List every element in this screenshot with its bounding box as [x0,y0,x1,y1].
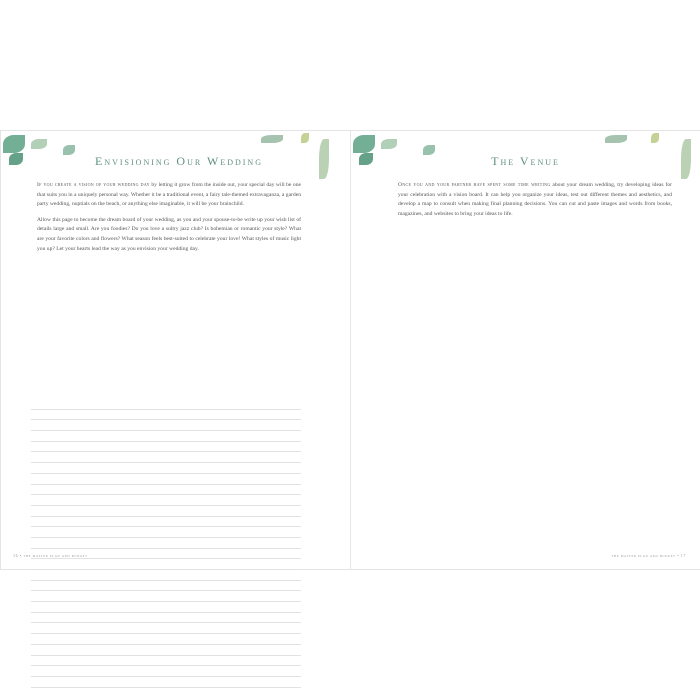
right-page [351,131,700,569]
writing-line [31,666,301,677]
writing-line [31,634,301,645]
page-title: Envisioning Our Wedding [95,154,263,168]
left-page [1,131,351,569]
writing-line [31,485,301,496]
writing-line [31,452,301,463]
writing-line [31,410,301,421]
writing-line [31,538,301,549]
writing-line [31,420,301,431]
page-title: The Venue [491,154,560,168]
writing-line [31,570,301,581]
page-footer: the master plan and budget • 17 [611,553,686,558]
writing-line [31,581,301,592]
writing-line [31,623,301,634]
paragraph: Allow this page to become the dream board of your wedding, as you and your spouse-to-be write up your wish list of details large and small. Are you foodies? Do you love a sultry jazz club? Is bohemian or romantic your style? What are your favorite colors and flowers? What season feels best-suited to celebrate your love! What styles of music light you up? Let your hearts lead the way as you envision your wedding day. [37,216,301,252]
writing-line [31,506,301,517]
writing-line [31,677,301,688]
writing-line [31,656,301,667]
lead-in: If you create a vision of your wedding day [37,182,150,188]
lead-in: Once you and your partner have spent some time writing [398,182,551,188]
writing-line [31,495,301,506]
page-footer: 16 • the master plan and budget [13,553,88,558]
writing-line [31,442,301,453]
writing-line [31,602,301,613]
writing-line [31,463,301,474]
writing-line [31,645,301,656]
writing-line [31,399,301,410]
writing-line [31,474,301,485]
writing-line [31,527,301,538]
intro-text [398,181,672,225]
writing-line [31,431,301,442]
writing-line [31,517,301,528]
book-spread [0,130,700,570]
writing-line [31,613,301,624]
writing-lines[interactable] [31,399,301,688]
writing-line [31,591,301,602]
writing-line [31,559,301,570]
paragraph: about your dream wedding, try developing ideas for your celebration with a vision board. It can help you organize your ideas, test out different themes and aesthetics, and develop a map to consult when making final planning decisions. You can cut and paste images and words from books, magazines, and websites to bring your ideas to life. [398,182,672,217]
paragraph: by letting it grow from the inside out, your special day will be one that suits you in a uniquely personal way. Whether it be a traditional event, a fairy tale-themed extravaganza, a garden party wedding, nuptials on the beach, or anything else imaginable, it will be your brainchild. [37,182,301,208]
intro-text [37,181,301,260]
